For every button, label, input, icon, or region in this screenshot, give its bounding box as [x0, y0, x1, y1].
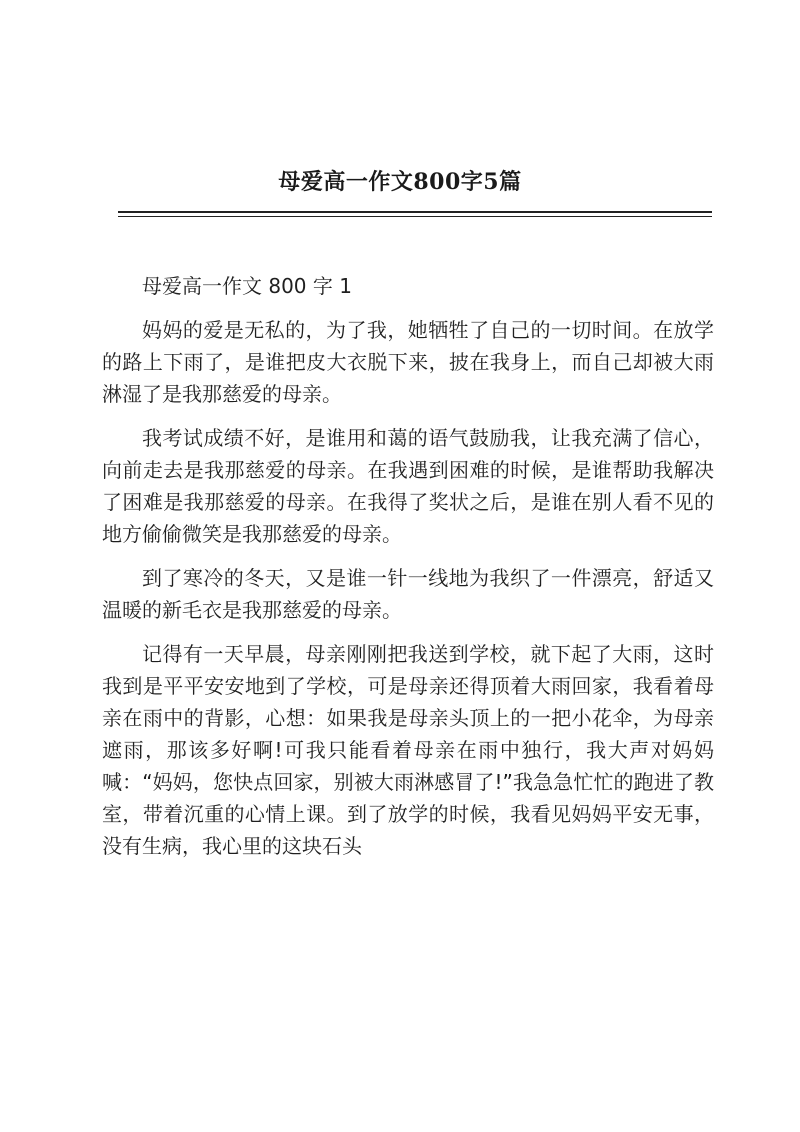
essay-heading: 母爱高一作文 800 字 1 — [142, 274, 352, 298]
document-title: 母爱高一作文800字5篇 — [278, 169, 522, 195]
title-divider-thin — [118, 216, 712, 217]
essay-paragraph-1: 妈妈的爱是无私的，为了我，她牺牲了自己的一切时间。在放学的路上下雨了，是谁把皮大衣脱下来，披在我身上，而自己却被大雨淋湿了是我那慈爱的母亲。 — [102, 318, 714, 406]
essay-paragraph-2: 我考试成绩不好，是谁用和蔼的语气鼓励我，让我充满了信心，向前走去是我那慈爱的母亲。在我遇到困难的时候，是谁帮助我解决了困难是我那慈爱的母亲。在我得了奖状之后，是谁在别人看不见的地方偷偷微笑是我那慈爱的母亲。 — [102, 426, 714, 546]
title-divider-thick — [118, 211, 712, 213]
essay-paragraph-4: 记得有一天早晨，母亲刚刚把我送到学校，就下起了大雨，这时我到是平平安安地到了学校，可是母亲还得顶着大雨回家，我看着母亲在雨中的背影，心想：如果我是母亲头顶上的一把小花伞，为母亲遮雨，那该多好啊!可我只能看着母亲在雨中独行，我大声对妈妈喊：“妈妈，您快点回家，别被大雨淋感冒了!”我急急忙忙的跑进了教室，带着沉重的心情上课。到了放学的时候，我看见妈妈平安无事，没有生病，我心里的这块石头 — [102, 642, 714, 858]
essay-paragraph-3: 到了寒冷的冬天，又是谁一针一线地为我织了一件漂亮，舒适又温暖的新毛衣是我那慈爱的母亲。 — [102, 566, 714, 622]
essay-body — [102, 270, 714, 874]
